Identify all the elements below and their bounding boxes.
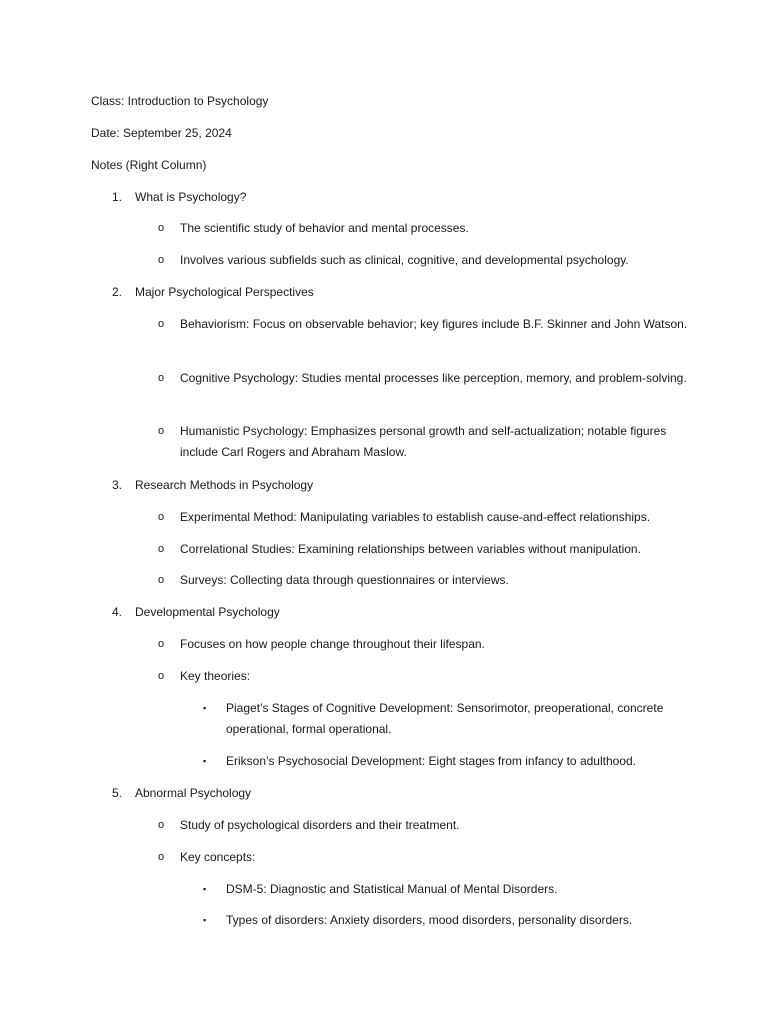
list-item bbox=[158, 250, 698, 271]
square-bullet-icon: ▪ bbox=[203, 884, 207, 894]
list-item bbox=[158, 847, 698, 868]
section-number: 2. bbox=[112, 285, 123, 299]
circle-bullet-icon: o bbox=[158, 670, 165, 682]
list-item-text: Surveys: Collecting data through questionnaires or interviews. bbox=[180, 573, 509, 587]
section-title-text: Major Psychological Perspectives bbox=[135, 285, 314, 299]
class-line: Class: Introduction to Psychology bbox=[91, 94, 269, 108]
nested-list-item-text: Types of disorders: Anxiety disorders, mood disorders, personality disorders. bbox=[226, 913, 633, 927]
circle-bullet-icon: o bbox=[158, 574, 165, 586]
list-item-text: Humanistic Psychology: Emphasizes personal growth and self-actualization; notable figures include Carl Rogers and Abraham Maslow. bbox=[180, 424, 667, 459]
nested-list-item-text: Piaget’s Stages of Cognitive Development: Sensorimotor, preoperational, concrete operational, formal operational. bbox=[226, 701, 664, 736]
list-item bbox=[158, 634, 698, 655]
list-item bbox=[158, 570, 698, 591]
square-bullet-icon: ▪ bbox=[203, 703, 207, 713]
list-item bbox=[158, 815, 698, 836]
square-bullet-icon: ▪ bbox=[203, 915, 207, 925]
section-number: 1. bbox=[112, 190, 123, 204]
section-title bbox=[112, 604, 280, 620]
section-number: 5. bbox=[112, 786, 123, 800]
section-title-text: Research Methods in Psychology bbox=[135, 478, 314, 492]
circle-bullet-icon: o bbox=[158, 851, 165, 863]
section-number: 4. bbox=[112, 605, 123, 619]
nested-list-item-text: Erikson’s Psychosocial Development: Eight stages from infancy to adulthood. bbox=[226, 754, 636, 768]
list-item-text: Key concepts: bbox=[180, 850, 256, 864]
square-bullet-icon: ▪ bbox=[203, 756, 207, 766]
section-title-text: Developmental Psychology bbox=[135, 605, 280, 619]
nested-list-item bbox=[203, 910, 703, 931]
list-item-text: Cognitive Psychology: Studies mental processes like perception, memory, and problem-solving. bbox=[180, 371, 687, 385]
circle-bullet-icon: o bbox=[158, 511, 165, 523]
circle-bullet-icon: o bbox=[158, 638, 165, 650]
list-item-text: Key theories: bbox=[180, 669, 251, 683]
nested-list-item bbox=[203, 698, 703, 740]
list-item bbox=[158, 218, 698, 239]
list-item bbox=[158, 507, 698, 528]
list-item bbox=[158, 368, 698, 389]
circle-bullet-icon: o bbox=[158, 318, 165, 330]
list-item-text: Focuses on how people change throughout their lifespan. bbox=[180, 637, 485, 651]
section-title bbox=[112, 477, 313, 493]
date-line: Date: September 25, 2024 bbox=[91, 126, 232, 140]
list-item-text: Experimental Method: Manipulating variables to establish cause-and-effect relationships. bbox=[180, 510, 651, 524]
section-number: 3. bbox=[112, 478, 123, 492]
circle-bullet-icon: o bbox=[158, 425, 165, 437]
list-item-text: Behaviorism: Focus on observable behavior; key figures include B.F. Skinner and John Watson. bbox=[180, 317, 688, 331]
list-item-text: Involves various subfields such as clinical, cognitive, and developmental psychology. bbox=[180, 253, 629, 267]
circle-bullet-icon: o bbox=[158, 254, 165, 266]
circle-bullet-icon: o bbox=[158, 372, 165, 384]
circle-bullet-icon: o bbox=[158, 819, 165, 831]
nested-list-item-text: DSM-5: Diagnostic and Statistical Manual of Mental Disorders. bbox=[226, 882, 558, 896]
circle-bullet-icon: o bbox=[158, 543, 165, 555]
list-item bbox=[158, 314, 698, 335]
notes-heading: Notes (Right Column) bbox=[91, 158, 207, 172]
section-title bbox=[112, 284, 314, 300]
list-item-text: The scientific study of behavior and mental processes. bbox=[180, 221, 469, 235]
nested-list-item bbox=[203, 879, 703, 900]
list-item-text: Correlational Studies: Examining relationships between variables without manipulation. bbox=[180, 542, 641, 556]
section-title bbox=[112, 785, 251, 801]
list-item bbox=[158, 421, 698, 463]
circle-bullet-icon: o bbox=[158, 222, 165, 234]
nested-list-item bbox=[203, 751, 703, 772]
list-item bbox=[158, 666, 698, 687]
section-title-text: Abnormal Psychology bbox=[135, 786, 252, 800]
section-title bbox=[112, 189, 246, 205]
section-title-text: What is Psychology? bbox=[135, 190, 247, 204]
list-item bbox=[158, 539, 698, 560]
list-item-text: Study of psychological disorders and their treatment. bbox=[180, 818, 460, 832]
